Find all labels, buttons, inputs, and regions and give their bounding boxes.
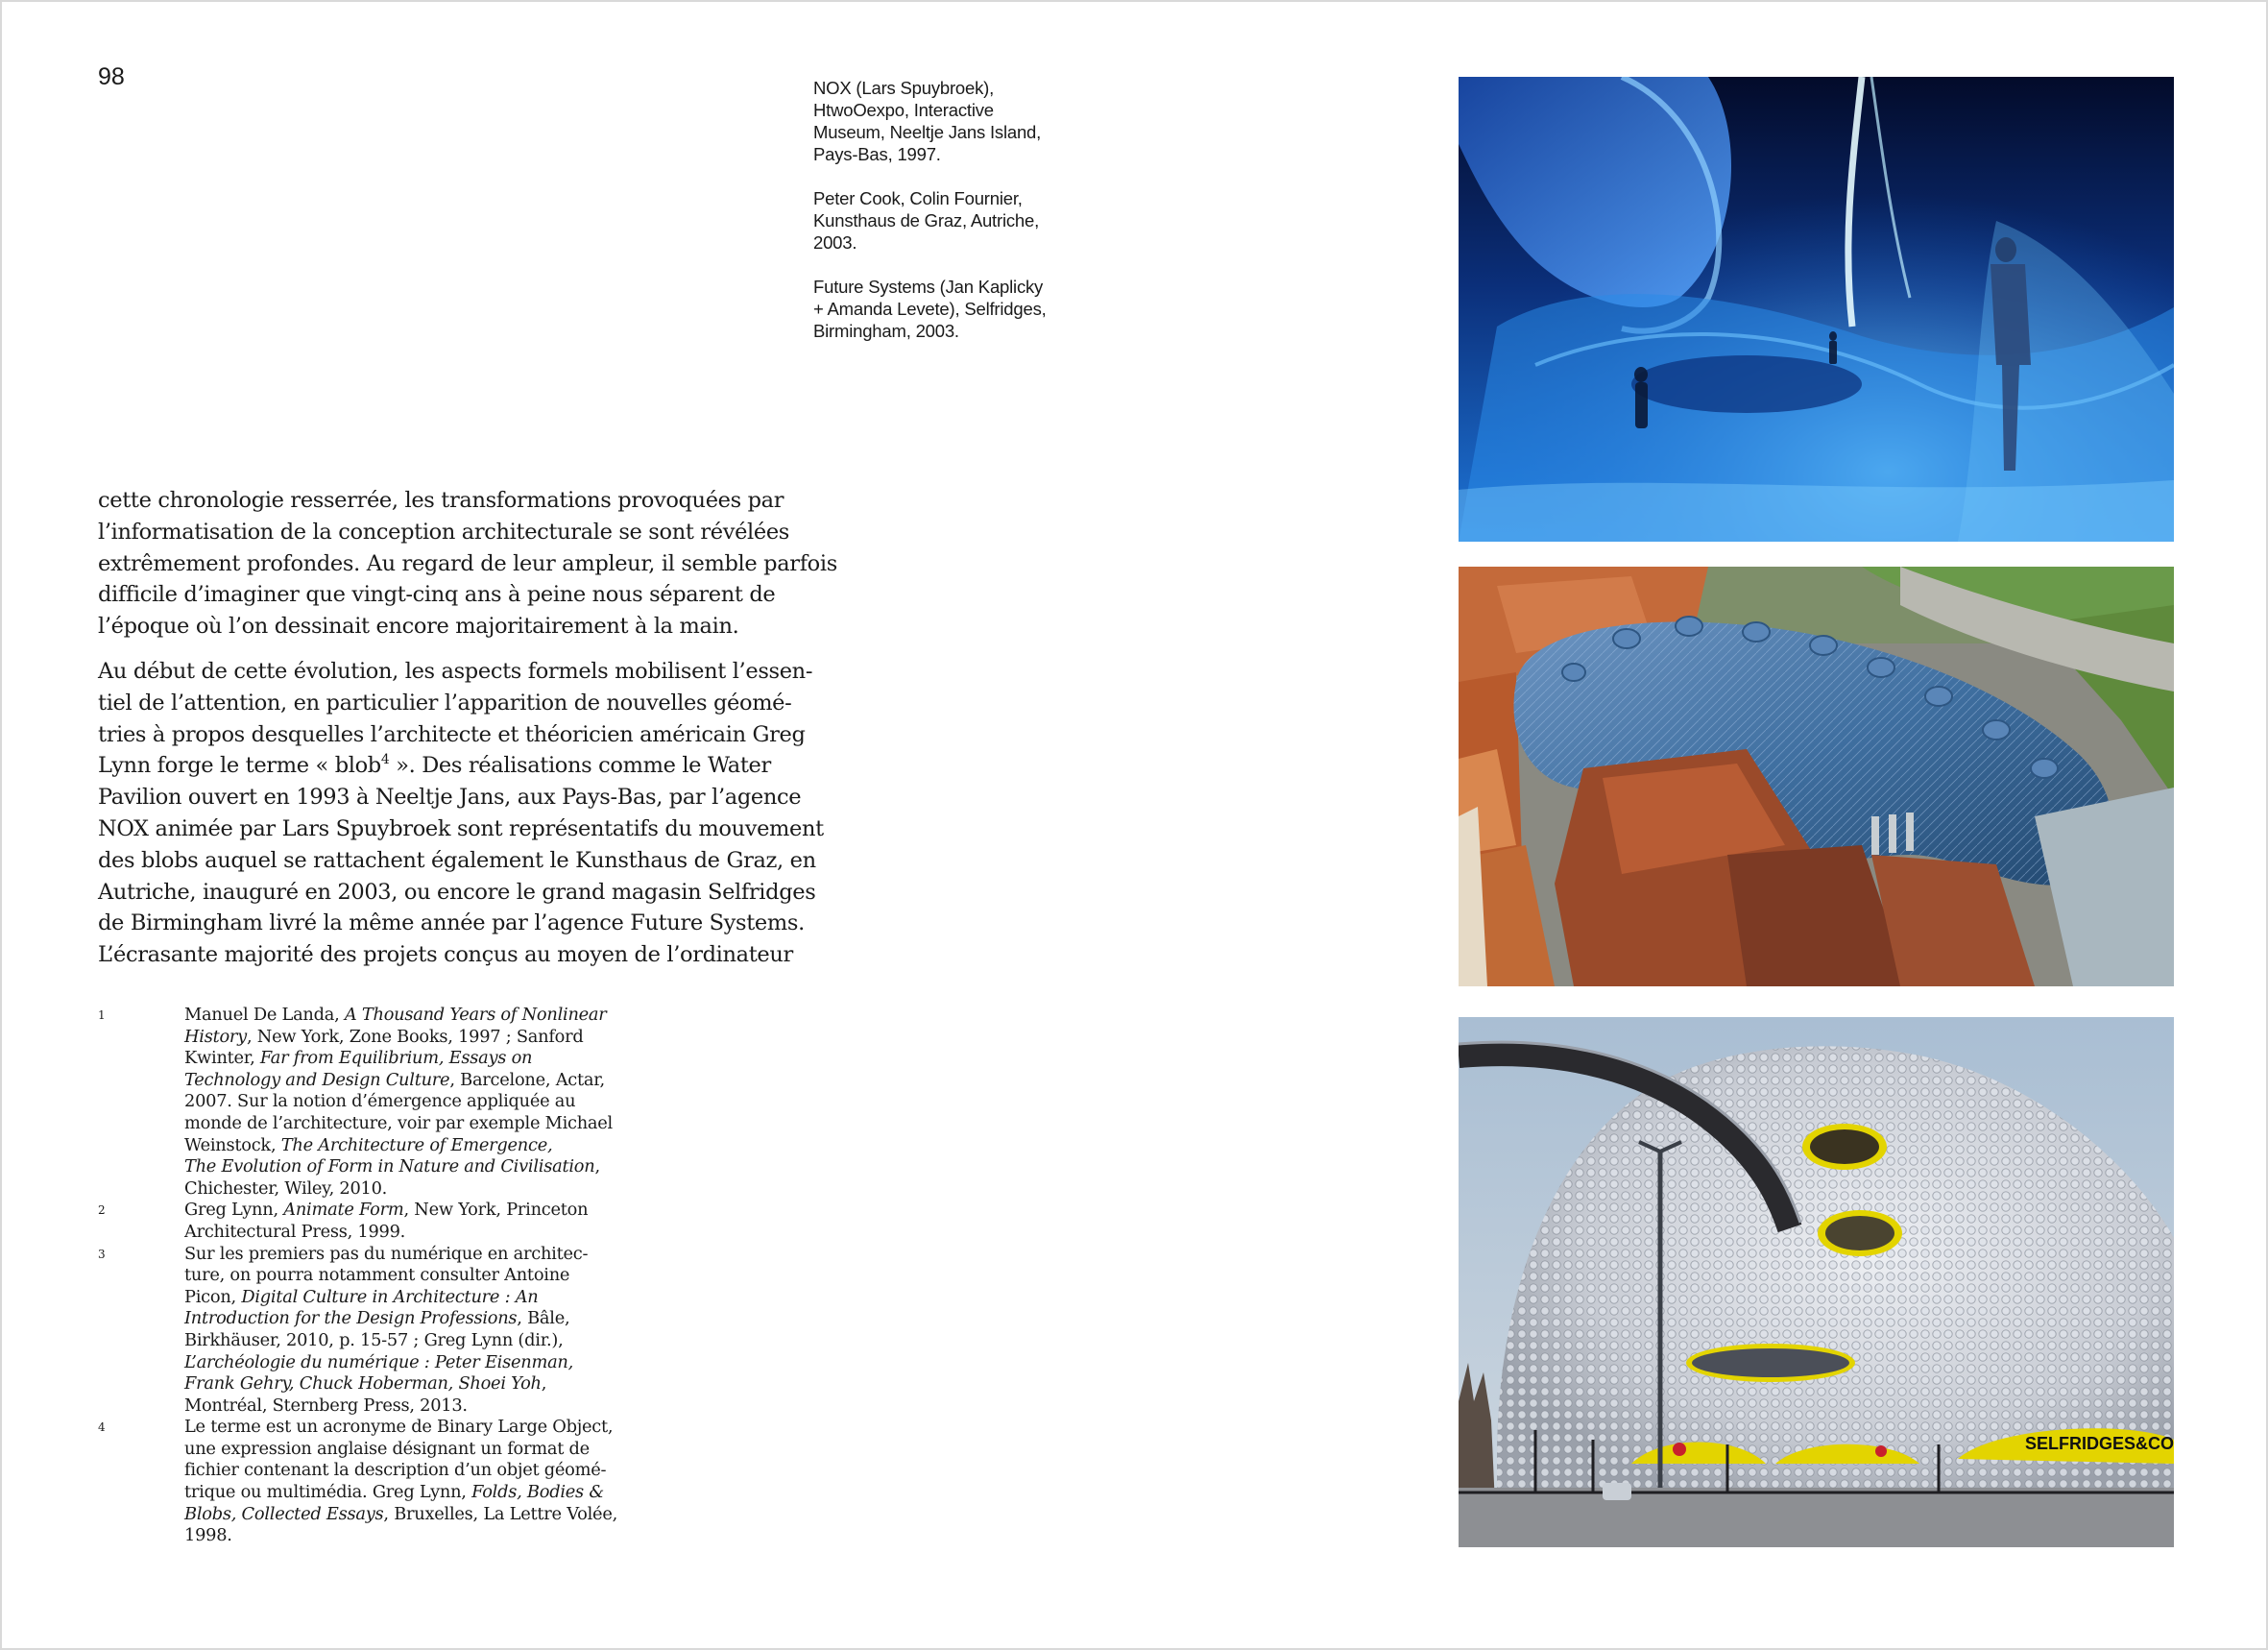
footnote-number: 3 <box>98 1247 106 1261</box>
selfridges-sign: SELFRIDGES&CO <box>2025 1434 2174 1453</box>
image-captions <box>813 77 1047 364</box>
paragraph-1: cette chronologie resserrée, les transformations provoquées par l’informatisation de la conception architecturale se sont révélées extrêmement profondes. Au regard de leur ampleur, il semble parfois difficile d’imaginer que vingt-cinq ans à peine nous séparent de l’époque où l’on dessinait encore majoritairement à la main. <box>98 488 837 640</box>
caption-kunsthaus: Peter Cook, Colin Fournier, Kunsthaus de Graz, Autriche, 2003. <box>813 188 1040 253</box>
footnote-3: 3 Sur les premiers pas du numérique en architec- ture, on pourra notamment consulter Antoine Picon, Digital Culture in Architecture : An Introduction for the Design Professions, Bâle, Birkhäuser, 2010, p. 15-57 ; Greg Lynn (dir.), L’archéologie du numérique : Peter Eisenman, Frank Gehry, Chuck Hoberman, Shoei Yoh, Montréal, Sternberg Press, 2013. <box>98 1243 589 1416</box>
page-number: 98 <box>98 63 125 90</box>
kunsthaus-illustration <box>1459 567 2174 986</box>
photo-htwooexpo <box>1459 77 2174 542</box>
footnote-reference-4[interactable]: 4 <box>380 752 390 768</box>
photo-selfridges-birmingham <box>1459 1017 2174 1547</box>
footnote-2: 2 Greg Lynn, Animate Form, New York, Princeton Architectural Press, 1999. <box>98 1200 589 1242</box>
footnote-4: 4 Le terme est un acronyme de Binary Large Object, une expression anglaise désignant un format de fichier contenant la description d’un objet géomé- trique ou multimédia. Greg Lynn, Folds, Bodies & Blobs, Collected Essays, Bruxelles, La Lettre Volée, 1998. <box>98 1417 617 1546</box>
footnote-number: 1 <box>98 1008 106 1022</box>
footnote-1: 1 Manuel De Landa, A Thousand Years of Nonlinear History, New York, Zone Books, 1997 ; Sanford Kwinter, Far from Equilibrium, Essays on Technology and Design Culture, Barcelone, Actar, 2007. Sur la notion d’émergence appliquée au monde de l’architecture, voir par exemple Michael Weinstock, The Architecture of Emergence, The Evolution of Form in Nature and Civilisation, Chichester, Wiley, 2010. <box>98 1005 613 1199</box>
footnote-number: 2 <box>98 1203 106 1218</box>
photo-kunsthaus-graz <box>1459 567 2174 986</box>
caption-nox: NOX (Lars Spuybroek), HtwoOexpo, Interactive Museum, Neeltje Jans Island, Pays-Bas, 1997. <box>813 78 1042 164</box>
selfridges-illustration <box>1459 1017 2174 1547</box>
main-text <box>98 485 837 971</box>
footnote-number: 4 <box>98 1420 106 1435</box>
paragraph-2: Au début de cette évolution, les aspects formels mobilisent l’essen- tiel de l’attention, en particulier l’apparition de nouvelles géomé- tries à propos desquelles l’architecte et théoricien américain Greg Lynn forge le terme « blob$^4$ ». Des réalisations comme le Water Pavilion ouvert en 1993 à Neeltje Jans, aux Pays-Bas, par l’agence NOX animée par Lars Spuybroek sont représentatifs du mouvement des blobs auquel se rattachent également le Kunsthaus de Graz, en Autriche, inauguré en 2003, ou encore le grand magasin Selfridges de Birmingham livré la même année par l’agence Future Systems. L’écrasante majorité des projets conçus au moyen de l’ordinateur <box>98 658 824 968</box>
footnotes <box>98 1005 636 1547</box>
htwooexpo-illustration <box>1459 77 2174 542</box>
caption-selfridges: Future Systems (Jan Kaplicky + Amanda Levete), Selfridges, Birmingham, 2003. <box>813 277 1047 341</box>
